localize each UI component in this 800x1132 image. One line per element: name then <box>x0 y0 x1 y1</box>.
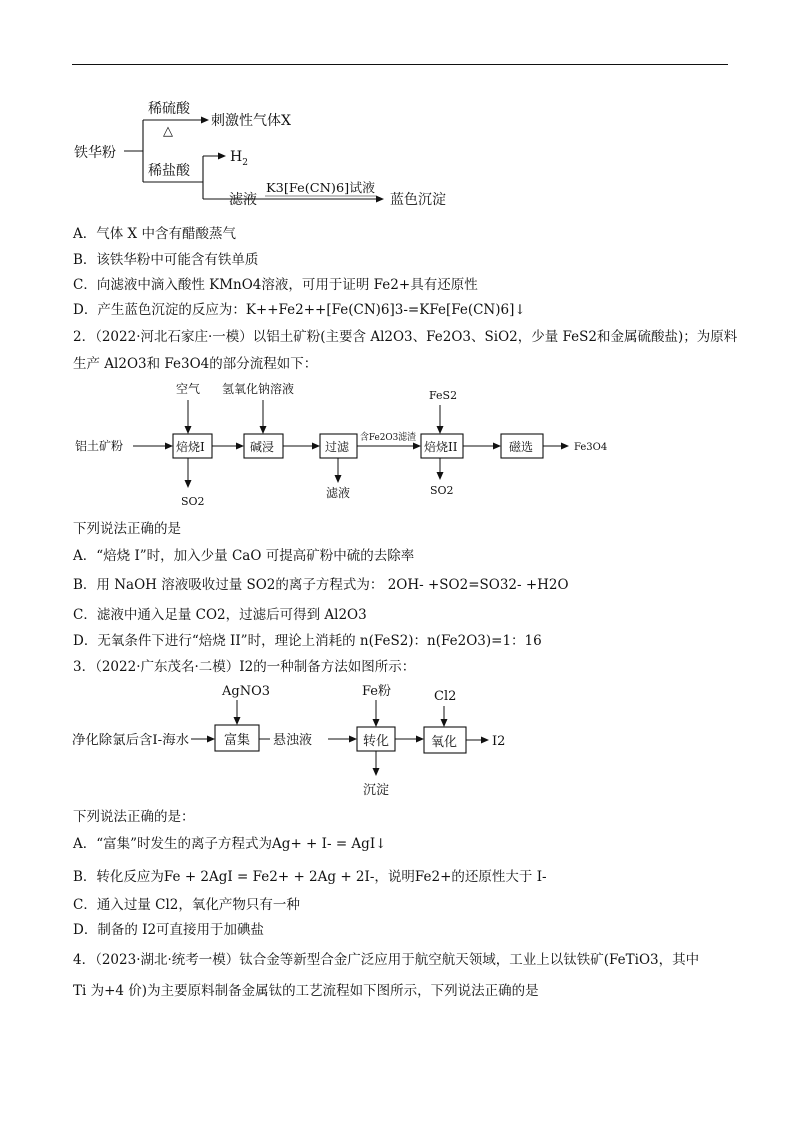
q1-option-d: D．产生蓝色沉淀的反应为：K++Fe2++[Fe(CN)6]3-=KFe[Fe(CN)6]↓ <box>73 302 526 318</box>
flow-input-label: 铝土矿粉 <box>75 439 124 453</box>
convert-box-label: 转化 <box>363 734 390 749</box>
heat-symbol: △ <box>163 124 173 139</box>
reagent-label: K3[Fe(CN)6]试液 <box>266 180 376 195</box>
q3-option-a: A．“富集”时发生的离子方程式为Ag+ + I- = AgI↓ <box>73 836 387 852</box>
q2-option-a: A．“焙烧 I”时，加入少量 CaO 可提高矿粉中硫的去除率 <box>73 548 415 564</box>
precipitate-label: 沉淀 <box>363 783 390 798</box>
seawater-label: 净化除氯后含I-海水 <box>72 733 186 748</box>
q1-option-c: C．向滤液中滴入酸性 KMnO4溶液，可用于证明 Fe2+具有还原性 <box>73 277 478 293</box>
q4-stem-line2: Ti 为+4 价)为主要原料制备金属钛的工艺流程如下图所示，下列说法正确的是 <box>73 983 539 999</box>
precipitate-label: 蓝色沉淀 <box>390 192 446 208</box>
fe-powder-label: Fe粉 <box>362 684 392 699</box>
air-label: 空气 <box>176 382 201 396</box>
q3-option-b: B．转化反应为Fe + 2AgI = Fe2+ + 2Ag + 2I-，说明Fe2+的还原性大于 I- <box>73 869 547 885</box>
q2-option-c: C．滤液中通入足量 CO2，过滤后可得到 Al2O3 <box>73 607 367 623</box>
acid1-label: 稀硫酸 <box>148 101 190 117</box>
q3-stem: 3．（2022·广东茂名·二模）I2的一种制备方法如图所示： <box>73 659 416 675</box>
fes2-label: FeS2 <box>429 389 458 402</box>
q2-option-b: B．用 NaOH 溶液吸收过量 SO2的离子方程式为： 2OH- +SO2=SO32- +H2O <box>73 577 569 593</box>
q4-stem-line1: 4．（2023·湖北·统考一模）钛合金等新型合金广泛应用于航空航天领域，工业上以钛铁矿(FeTiO3，其中 <box>73 952 700 968</box>
q1-option-b: B．该铁华粉中可能含有铁单质 <box>73 252 259 268</box>
enrich-box-label: 富集 <box>224 733 251 748</box>
acid2-label: 稀盐酸 <box>148 163 190 179</box>
source-label: 铁华粉 <box>74 145 116 161</box>
so2-right-label: SO2 <box>430 484 454 497</box>
filtrate-label: 滤液 <box>229 192 257 208</box>
q2-stem-line2: 生产 Al2O3和 Fe3O4的部分流程如下： <box>73 356 318 372</box>
product1-label: 刺激性气体X <box>211 113 291 129</box>
q2-option-d: D．无氧条件下进行“焙烧 II”时，理论上消耗的 n(FeS2)：n(Fe2O3)=1：16 <box>73 633 542 649</box>
output-label: Fe3O4 <box>574 442 608 453</box>
residue-label: 含Fe2O3滤渣 <box>360 432 421 443</box>
cl2-label: Cl2 <box>434 689 457 704</box>
i2-label: I2 <box>492 734 506 749</box>
q1-option-a: A．气体 X 中含有醋酸蒸气 <box>73 226 236 242</box>
filtrate-label: 滤液 <box>326 486 351 500</box>
leach-box-label: 碱浸 <box>250 440 275 454</box>
oxidize-box-label: 氧化 <box>431 735 458 750</box>
q3-prompt: 下列说法正确的是： <box>73 809 195 825</box>
suspension-label: 悬浊液 <box>273 733 313 748</box>
naoh-label: 氢氧化钠溶液 <box>222 382 295 396</box>
agno3-label: AgNO3 <box>222 684 271 699</box>
magnetic-box-label: 磁选 <box>509 440 534 454</box>
so2-left-label: SO2 <box>181 495 205 508</box>
h2-label: $H_2$ <box>230 149 248 168</box>
q2-prompt: 下列说法正确的是 <box>73 521 181 537</box>
roast1-box-label: 焙烧I <box>176 440 205 454</box>
roast2-box-label: 焙烧II <box>424 440 458 454</box>
filter-box-label: 过滤 <box>325 440 350 454</box>
q3-option-d: D．制备的 I2可直接用于加碘盐 <box>73 922 265 938</box>
q3-option-c: C．通入过量 Cl2，氧化产物只有一种 <box>73 897 300 913</box>
q2-stem-line1: 2．（2022·河北石家庄·一模）以铝土矿粉(主要含 Al2O3、Fe2O3、SiO2，少量 FeS2和金属硫酸盐)；为原料 <box>73 329 738 345</box>
